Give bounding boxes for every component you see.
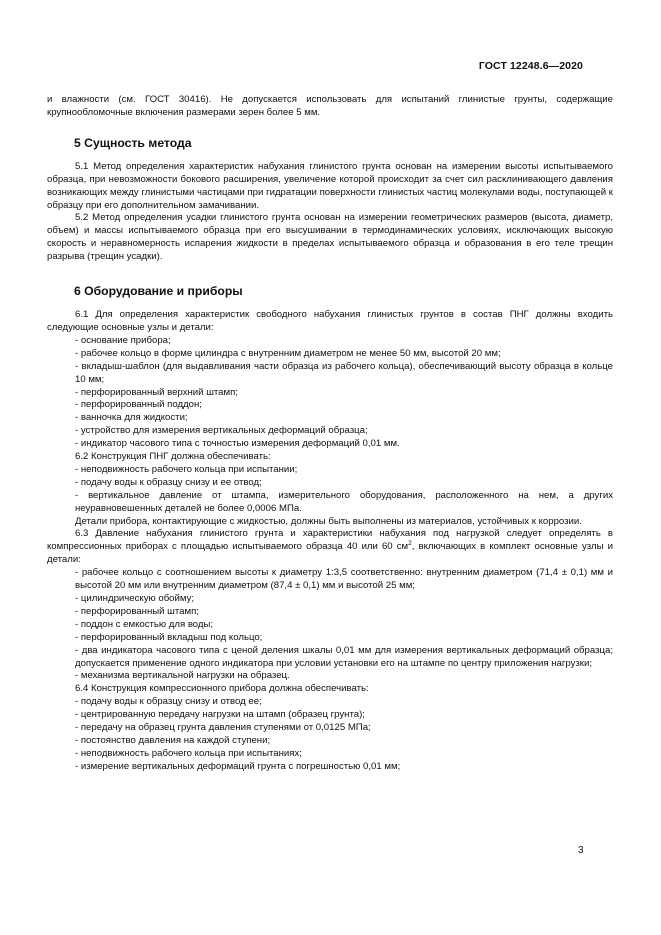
list-item: - перфорированный вкладыш под кольцо; [75,631,263,643]
list-item: - подачу воды к образцу снизу и ее отвод; [75,476,262,488]
paragraph-6-3 [47,528,613,567]
paragraph-6-2: 6.2 Конструкция ПНГ должна обеспечивать: [75,451,271,463]
page-number: 3 [578,845,584,856]
document-code-header: ГОСТ 12248.6—2020 [478,60,583,72]
superscript-2: 2 [408,540,412,548]
list-item: - индикатор часового типа с точностью измерения деформаций 0,01 мм. [75,438,400,450]
list-6-4 [47,696,613,773]
paragraph-5-2: 5.2 Метод определения усадки глинистого грунта основан на измерении геометрических размеров (высота, диаметр, объем) и массы испытываемого образца при его высушивании в термодинамических условиях, исключающих высокую скорость и неравномерность испарения жидкости в пределах испытываемого образца и образования в его теле трещин разрыва (трещин усадки). [47,212,613,263]
paragraph-6-3-text-end: , включающих в комплект основные узлы и детали: [47,541,613,566]
list-item: - поддон с емкостью для воды; [75,618,214,630]
list-item: - основание прибора; [75,334,171,346]
list-item: - подачу воды к образцу снизу и отвод ее; [75,696,262,708]
list-item: - механизма вертикальной нагрузки на образец. [75,670,290,682]
list-6-2 [47,464,613,516]
list-item: - передачу на образец грунта давления ступенями от 0,0125 МПа; [75,722,371,734]
list-item: - два индикатора часового типа с ценой деления шкалы 0,01 мм для измерения вертикальных деформаций образца; допускается применение одного индикатора при условии установки его на штампе по центру приложения нагрузки; [75,644,613,669]
list-item: - неподвижность рабочего кольца при испытании; [75,463,298,475]
list-item: - рабочее кольцо с соотношением высоты к диаметру 1:3,5 соответственно: внутренним диаметром (71,4 ± 0,1) мм и высотой 20 мм или внутренним диаметром (87,4 ± 0,1) мм и высотой 25 мм; [75,567,613,592]
list-6-3 [47,567,613,683]
continuation-paragraph: и влажности (см. ГОСТ 30416). Не допускается использовать для испытаний глинистые грунты, содержащие крупнообломочные включения размерами зерен более 5 мм. [47,94,613,118]
list-item: - неподвижность рабочего кольца при испытаниях; [75,747,302,759]
paragraph-5-1: 5.1 Метод определения характеристик набухания глинистого грунта основан на измерении высоты испытываемого образца, при невозможности бокового расширения, увеличение которой происходит за счет сил расклинивающего давления возникающих между глинистыми частицами при гидратации поверхности глинистых частиц молекулами воды, поступающей к образцу при его дополнительном замачивании. [47,160,613,211]
paragraph-6-1: 6.1 Для определения характеристик свободного набухания глинистых грунтов в состав ПНГ должны входить следующие основные узлы и детали: [47,309,613,333]
list-item: - центрированную передачу нагрузки на штамп (образец грунта); [75,709,365,721]
paragraph-6-3-text: 6.3 Давление набухания глинистого грунта и характеристики набухания под нагрузкой следует определять в компрессионных приборах с площадью испытываемого образца 40 или 60 см [47,528,613,553]
list-item: - измерение вертикальных деформаций грунта с погрешностью 0,01 мм; [75,760,401,772]
list-item: - устройство для измерения вертикальных деформаций образца; [75,425,368,437]
list-item: - перфорированный штамп; [75,605,199,617]
list-item: - вкладыш-шаблон (для выдавливания части образца из рабочего кольца), обеспечивающий высоту образца в кольце 10 мм; [75,360,613,385]
list-item: - ванночка для жидкости; [75,412,188,424]
list-item: - цилиндрическую обойму; [75,593,195,604]
list-item: - вертикальное давление от штампа, измерительного оборудования, расположенного на нем, а других неуравновешенных деталей не более 0,0006 МПа. [75,489,613,514]
list-6-1 [47,335,613,451]
section-6-title: 6 Оборудование и приборы [74,284,243,299]
list-item: - перфорированный поддон; [75,399,202,411]
list-item: - перфорированный верхний штамп; [75,386,238,398]
paragraph-6-4: 6.4 Конструкция компрессионного прибора должна обеспечивать: [75,683,369,695]
paragraph-6-2-details: Детали прибора, контактирующие с жидкостью, должны быть выполнены из материалов, устойчивых к коррозии. [75,515,582,527]
document-body [47,94,613,774]
list-item: - рабочее кольцо в форме цилиндра с внутренним диаметром не менее 50 мм, высотой 20 мм; [75,347,501,359]
list-item: - постоянство давления на каждой ступени; [75,734,271,746]
section-5-title: 5 Сущность метода [74,135,192,150]
